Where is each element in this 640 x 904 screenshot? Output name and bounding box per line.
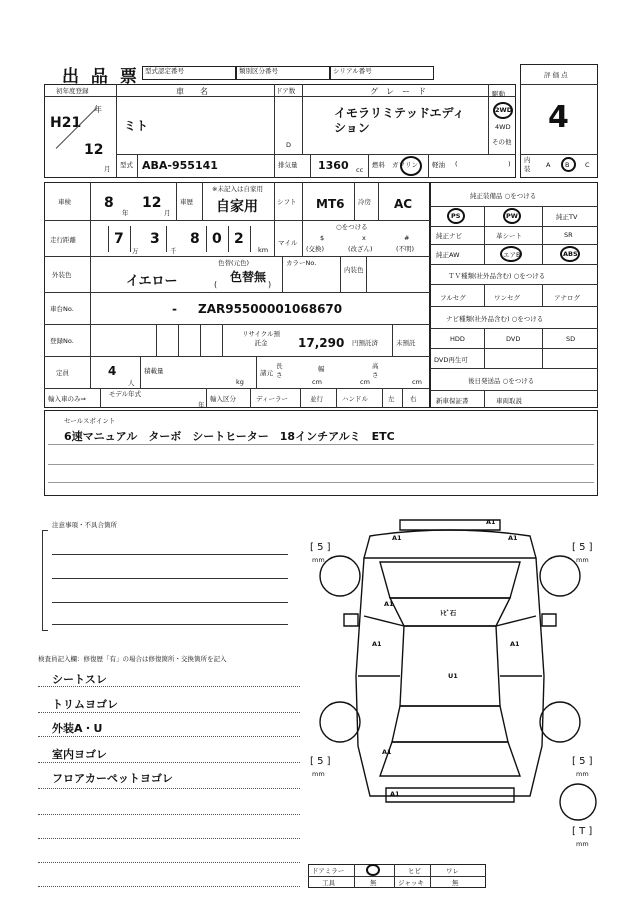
height-unit: cm: [412, 378, 422, 386]
mark-fender-left: A1: [384, 600, 394, 608]
interior-color-label: 内装色: [344, 266, 364, 274]
genuine-opt-label: 純正装備品 ○をつける: [470, 192, 537, 200]
model-year-unit: 年: [198, 401, 205, 409]
wheel-rr: [540, 702, 580, 742]
trunk: [380, 742, 520, 776]
width-unit: cm: [360, 378, 370, 386]
capacity-label: 定員: [56, 369, 69, 377]
interior-grade-b: B: [565, 161, 570, 169]
exchange-symbol: $: [320, 234, 325, 242]
persons-unit: 人: [128, 379, 135, 387]
sheet-title: 出 品 票: [62, 67, 140, 87]
displacement-value: 1360: [318, 159, 349, 172]
fuel-diesel: 軽油: [432, 161, 445, 169]
rear-window: [392, 706, 508, 742]
drive-other: その他: [492, 138, 512, 146]
tread-front-right-unit: mm: [576, 556, 589, 564]
handle-label: ハンドル: [342, 395, 368, 403]
spare-wheel: [560, 784, 596, 820]
dvd-play-label: DVD再生可: [434, 356, 468, 364]
color-change-label: 色替(元色): [218, 259, 250, 267]
crack-label: ワレ: [446, 867, 459, 875]
category-label: 類別区分番号: [239, 67, 278, 75]
fullseg-label: フルセグ: [440, 294, 466, 302]
leather-label: 革シート: [496, 232, 522, 240]
color-change-value: 色替無: [230, 270, 267, 284]
recycle-fee: 17,290: [298, 336, 345, 350]
drive-2wd: 2WD: [495, 106, 513, 114]
sen-unit: 千: [170, 247, 177, 255]
car-name-value: ミト: [124, 119, 149, 133]
height-label: 高さ: [372, 362, 379, 379]
mile-digit-2: 3: [150, 231, 160, 247]
inspector-item-3: 外装A・U: [52, 722, 103, 735]
sd-label: SD: [566, 335, 576, 343]
tread-rear-right-value: 5: [579, 756, 586, 767]
dealer-label: ディーラー: [256, 395, 288, 403]
genuine-navi-label: 純正ナビ: [436, 232, 462, 240]
mirror-right: [542, 614, 556, 626]
mile-digit-3: 8: [190, 231, 200, 247]
cooling-label: 冷房: [358, 198, 371, 206]
mirror-left: [344, 614, 358, 626]
first-reg-label: 初年度登録: [56, 87, 89, 95]
mirror-circle: [366, 864, 380, 876]
aircon-label: エアB: [503, 251, 521, 259]
tread-rear-left-unit: mm: [312, 770, 325, 778]
mark-windshield: ﾄﾋﾞ石: [440, 609, 457, 617]
inspector-item-1: シートスレ: [52, 673, 107, 686]
model-label: 型式: [120, 161, 133, 169]
unknown-label: (不明): [396, 245, 415, 253]
tools-label: 工具: [322, 879, 335, 887]
model-year-label: モデル年式: [108, 390, 142, 398]
mile-digit-5: 2: [234, 231, 244, 247]
serial-label: シリアル番号: [333, 67, 372, 75]
interior-grade-c: C: [585, 161, 590, 169]
fuel-other: (: [455, 160, 458, 168]
tread-rear-right-unit: mm: [576, 770, 589, 778]
cc-unit: cc: [356, 166, 364, 174]
displacement-label: 排気量: [278, 161, 298, 169]
month-unit: 月: [104, 165, 111, 173]
fuel-label: 燃料: [372, 161, 385, 169]
recycle-unpaid: 未預託: [396, 339, 416, 347]
shift-label: シフト: [277, 198, 297, 206]
recycle-paid: 円預託済: [352, 339, 378, 347]
grade-value: イモラリミテッドエディション: [334, 106, 465, 135]
jack-label: ジャッキ: [398, 879, 424, 887]
score-label: 評 価 点: [544, 71, 568, 79]
dims-label: 諸元: [260, 369, 273, 377]
score-value: 4: [548, 100, 569, 135]
tread-rear-left-value: 5: [317, 756, 324, 767]
kg-unit: kg: [236, 378, 244, 386]
chassis-label: 車台No.: [50, 305, 74, 313]
recycle-label: リサイクル預託金: [241, 330, 281, 347]
sr-label: SR: [564, 231, 573, 239]
history-note: ※未記入は自家用: [212, 185, 263, 193]
navi-type-label: ナビ種類(社外品含む) ○をつける: [446, 315, 544, 323]
modified-symbol: x: [362, 234, 366, 242]
notes-label: 注意事項・不具合箇所: [52, 521, 117, 529]
tread-front-right-value: 5: [579, 542, 586, 553]
grade-label: グ レ ー ド: [370, 87, 426, 96]
import-label: 輸入車のみ⇒: [48, 395, 86, 403]
modified-label: (改ざん): [348, 245, 373, 253]
load-label: 積載量: [144, 367, 164, 375]
tread-rear-left: [ 5 ]: [310, 756, 331, 767]
tread-spare-unit: mm: [576, 840, 589, 848]
tread-front-right: [ 5 ]: [572, 542, 593, 553]
later-items-label: 後日発送品 ○をつける: [468, 377, 535, 385]
sales-point-label: セールスポイント: [64, 417, 116, 425]
car-damage-diagram: [300, 506, 610, 826]
mark-door-right: A1: [510, 640, 520, 648]
man-unit: 万: [132, 247, 139, 255]
manual-label: 車両取説: [496, 397, 522, 405]
genuine-tv-label: 純正TV: [556, 213, 578, 221]
chassis-dash: -: [172, 302, 177, 316]
exterior-color: イエロー: [126, 274, 178, 289]
jack-value: 無: [452, 879, 459, 887]
mark-rear-bumper: A1: [390, 790, 400, 798]
length-unit: cm: [312, 378, 322, 386]
import-type-label: 輸入区分: [210, 395, 236, 403]
mark-front-bumper: A1: [486, 518, 496, 526]
drive-label: 駆動: [492, 90, 505, 98]
cooling-value: AC: [394, 197, 413, 211]
analog-label: アナログ: [554, 294, 580, 302]
chassis-no: ZAR95500001068670: [198, 302, 343, 316]
sales-point-value: 6速マニュアル ターボ シートヒーター 18インチアルミ ETC: [64, 430, 395, 443]
reg-no-label: 登録No.: [50, 337, 74, 345]
tread-front-left: [ 5 ]: [310, 542, 331, 553]
wheel-rl: [320, 702, 360, 742]
interior-grade-a: A: [546, 161, 551, 169]
inspector-item-2: トリムヨゴレ: [52, 698, 118, 711]
genuine-aw-label: 純正AW: [436, 251, 460, 259]
fuel-gas: ガソリン: [392, 161, 418, 169]
reg-month: 12: [84, 142, 104, 158]
capacity-value: 4: [108, 364, 117, 378]
insp-year-unit: 年: [122, 209, 129, 217]
car-name-label: 車 名: [176, 87, 208, 96]
parallel-label: 並行: [310, 395, 323, 403]
inspector-item-5: フロアカーペットヨゴレ: [52, 772, 173, 785]
left-label: 左: [388, 395, 395, 403]
tools-value: 無: [370, 879, 377, 887]
history-value: 自家用: [216, 199, 258, 215]
reg-era-year: H21: [50, 115, 82, 131]
tread-rear-right: [ 5 ]: [572, 756, 593, 767]
insp-month-unit: 月: [164, 209, 171, 217]
wheel-fl: [320, 556, 360, 596]
mark-front-right: A1: [508, 534, 518, 542]
inspector-label: 検査員記入欄：修復歴「有」の場合は修復箇所・交換箇所を記入: [38, 655, 227, 663]
tread-front-left-value: 5: [317, 542, 324, 553]
mark-roof: U1: [448, 672, 458, 680]
unknown-symbol: #: [404, 234, 410, 242]
door-count: D: [286, 141, 292, 149]
roof: [400, 626, 500, 706]
mileage-label: 走行距離: [50, 236, 76, 244]
inspection-label: 車検: [58, 198, 71, 206]
exchange-label: (交換): [306, 245, 325, 253]
mile-digit-1: 7: [114, 231, 124, 247]
dvd-label: DVD: [506, 335, 521, 343]
width-label: 幅: [318, 365, 325, 373]
tv-type-label: ＴＶ種類(社外品含む) ○をつける: [448, 272, 546, 280]
km-unit: km: [258, 246, 269, 254]
length-label: 長さ: [276, 362, 283, 379]
interior-grade-label: 内装: [524, 156, 531, 173]
model-cert-label: 型式認定番号: [145, 67, 184, 75]
tread-front-left-unit: mm: [312, 556, 325, 564]
model-code: ABA-955141: [142, 159, 218, 172]
inspector-item-4: 室内ヨゴレ: [52, 748, 107, 761]
right-label: 右: [410, 395, 417, 403]
warranty-label: 新車保証書: [436, 397, 469, 405]
pw-label: PW: [506, 212, 518, 220]
ps-label: PS: [451, 212, 461, 220]
tread-spare-value: T: [579, 826, 586, 837]
oneseg-label: ワンセグ: [494, 294, 520, 302]
front-bumper: [400, 520, 500, 530]
wheel-fr: [540, 556, 580, 596]
abs-label: ABS: [563, 250, 578, 258]
tread-spare: [ T ]: [572, 826, 593, 837]
year-unit: 年: [94, 105, 102, 114]
shift-value: MT6: [316, 197, 345, 211]
history-label: 車歴: [180, 198, 193, 206]
mark-rear-left: A1: [382, 748, 392, 756]
mile-label: マイル: [278, 239, 298, 247]
mile-digit-4: 0: [212, 231, 222, 247]
insp-month: 12: [142, 195, 162, 211]
circle-note-1: ○をつける: [336, 223, 368, 231]
drive-4wd: 4WD: [495, 123, 511, 131]
fuel-close: ): [508, 160, 511, 168]
color-no-label: カラーNo.: [286, 259, 317, 267]
doors-label: ドア数: [276, 87, 296, 95]
fuel-gas-circle: [400, 156, 422, 176]
mark-door-left: A1: [372, 640, 382, 648]
exterior-label: 外装色: [52, 271, 72, 279]
insp-year: 8: [104, 195, 114, 211]
color-open-paren: (: [214, 280, 218, 289]
color-close-paren: ): [268, 280, 272, 289]
sales-point-box: [44, 410, 598, 496]
hdd-label: HDD: [450, 335, 465, 343]
mirror-label: ドアミラー: [312, 867, 345, 875]
chip-label: ヒビ: [408, 867, 421, 875]
hood: [380, 562, 520, 598]
mark-front-left: A1: [392, 534, 402, 542]
rear-bumper: [386, 788, 514, 802]
